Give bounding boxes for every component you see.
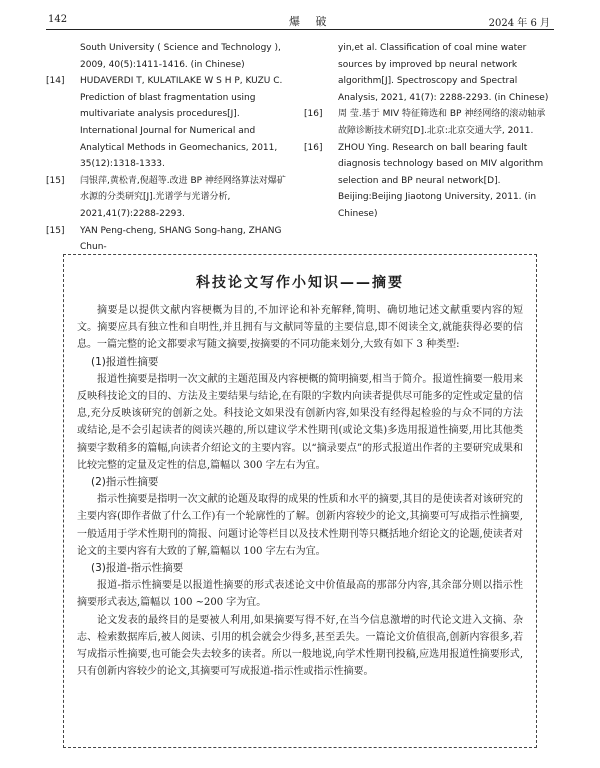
section-heading: (1)报道性摘要 — [91, 355, 159, 368]
intro-paragraph: 摘要是以提供文献内容梗概为目的,不加评论和补充解释,简明、确切地记述文献重要内容的短文。摘要应具有独立性和自明性,并且拥有与文献同等量的主要信息,即不阅读全文,就能获得必要的信息。一篇完整的论文都要求写随文摘要,按摘要的不同功能来划分,大致有如下 3 种类型: — [77, 305, 523, 351]
section-heading: (3)报道-指示性摘要 — [91, 562, 184, 575]
reference-entry: [16] 周 莹.基于 MIV 特征筛选和 BP 神经网络的滚动轴承故障诊断技术研究[D].北京:北京交通大学, 2011. — [304, 109, 546, 136]
notice-title: 科技论文写作小知识——摘要 — [196, 275, 404, 291]
header-rule — [46, 29, 554, 30]
issue-date: 2024 年 6 月 — [488, 18, 550, 29]
reference-entry: yin,et al. Classification of coal mine water sources by improved bp neural network algorithm[J]. Spectroscopy and Spectral Analysis, 2021, 41(7): 2288-2293. (in Chinese) — [338, 43, 549, 103]
section-paragraph: 报道性摘要是指明一次文献的主题范围及内容梗概的简明摘要,相当于简介。报道性摘要一般用来反映科技论文的目的、方法及主要结果与结论,在有限的字数内向读者提供尽可能多的定性或定量的信息,充分反映该研究的创新之处。科技论文如果没有创新内容,如果没有经得起检验的与众不同的方法或结论,是不会引起读者的阅读兴趣的,所以建议学术性期刊(或论文集)多选用报道性摘要,用比其他类摘要字数稍多的篇幅,向读者介绍论文的主要内容。以“摘录要点”的形式报道出作者的主要研究成果和比较完整的定量及定性的信息,篇幅以 300 字左右为宜。 — [77, 373, 523, 471]
section-paragraph: 论文发表的最终目的是要被人利用,如果摘要写得不好,在当今信息激增的时代论文进入文摘、杂志、检索数据库后,被人阅读、引用的机会就会少得多,甚至丢失。一篇论文价值很高,创新内容很多,若写成指示性摘要,也可能会失去较多的读者。所以一般地说,向学术性期刊投稿,应选用报道性摘要形式,只有创新内容较少的论文,其摘要可写成报道-指示性或指示性摘要。 — [77, 614, 523, 678]
page-number: 142 — [48, 14, 68, 25]
reference-entry: [14] HUDAVERDI T, KULATILAKE W S H P, KUZU C. Prediction of blast fragmentation using multivariate analysis procedures[J]. International Journal for Numerical and Analytical Methods in Geomechanics, 2011, 35(12):1318-1333. — [46, 76, 283, 170]
reference-entry: [15] YAN Peng-cheng, SHANG Song-hang, ZHANG Chun- — [46, 225, 282, 253]
section-heading: (2)指示性摘要 — [91, 476, 159, 489]
journal-name: 爆 破 — [289, 15, 333, 28]
section-paragraph: 指示性摘要是指明一次文献的论题及取得的成果的性质和水平的摘要,其目的是使读者对该研究的主要内容(即作者做了什么工作)有一个轮廓性的了解。创新内容较少的论文,其摘要可写成指示性摘要,一般适用于学术性期刊的简报、问题讨论等栏目以及技术性期刊等只概括地介绍论文的论题,使读者对论文的主要内容有大致的了解,篇幅以 100 字左右为宜。 — [77, 494, 523, 557]
notice-body — [77, 302, 523, 680]
reference-entry: South University ( Science and Technology ), 2009, 40(5):1411-1416. (in Chinese) — [80, 43, 281, 70]
references-left-column — [46, 40, 290, 256]
reference-entry: [15] 闫银萍,黄松青,倪超等.改进 BP 神经网络算法对爆矿水源的分类研究[J].光谱学与光谱分析, 2021,41(7):2288-2293. — [46, 175, 286, 219]
reference-entry: [16] ZHOU Ying. Research on ball bearing fault diagnosis technology based on MIV algorithm selection and BP neural network[D]. Beijing:Beijing Jiaotong University, 2011. (in Chinese) — [304, 142, 544, 219]
page-header — [0, 0, 600, 40]
section-paragraph: 报道-指示性摘要是以报道性摘要的形式表述论文中价值最高的那部分内容,其余部分则以指示性摘要形式表达,篇幅以 100 ~200 字为宜。 — [77, 580, 523, 609]
references-right-column — [304, 40, 554, 223]
